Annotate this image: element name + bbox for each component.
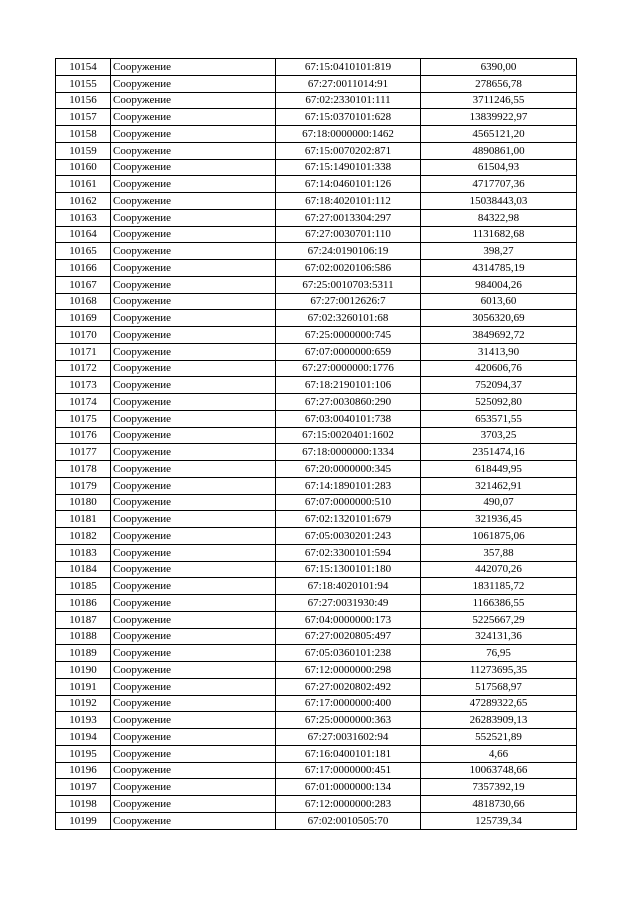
row-number-cell: 10161 — [56, 176, 111, 193]
object-type-cell: Сооружение — [111, 745, 276, 762]
cadastral-number-cell: 67:27:0013304:297 — [276, 209, 421, 226]
row-number-cell: 10162 — [56, 193, 111, 210]
cadastral-value-cell: 357,88 — [421, 544, 577, 561]
cadastral-value-cell: 552521,89 — [421, 729, 577, 746]
cadastral-number-cell: 67:02:0020106:586 — [276, 260, 421, 277]
cadastral-value-cell: 984004,26 — [421, 276, 577, 293]
cadastral-number-cell: 67:02:2330101:111 — [276, 92, 421, 109]
cadastral-number-cell: 67:27:0030701:110 — [276, 226, 421, 243]
table-row — [56, 477, 577, 494]
cadastral-number-cell: 67:18:0000000:1462 — [276, 126, 421, 143]
cadastral-value-cell: 752094,37 — [421, 377, 577, 394]
cadastral-value-cell: 517568,97 — [421, 678, 577, 695]
cadastral-number-cell: 67:15:0410101:819 — [276, 59, 421, 76]
row-number-cell: 10183 — [56, 544, 111, 561]
object-type-cell: Сооружение — [111, 226, 276, 243]
cadastral-number-cell: 67:18:4020101:94 — [276, 578, 421, 595]
cadastral-number-cell: 67:17:0000000:451 — [276, 762, 421, 779]
table-row — [56, 561, 577, 578]
table-row — [56, 142, 577, 159]
row-number-cell: 10178 — [56, 461, 111, 478]
registry-table-body — [56, 59, 577, 830]
object-type-cell: Сооружение — [111, 528, 276, 545]
cadastral-value-cell: 3703,25 — [421, 427, 577, 444]
row-number-cell: 10186 — [56, 595, 111, 612]
cadastral-number-cell: 67:02:3300101:594 — [276, 544, 421, 561]
object-type-cell: Сооружение — [111, 75, 276, 92]
table-row — [56, 226, 577, 243]
cadastral-value-cell: 7357392,19 — [421, 779, 577, 796]
cadastral-number-cell: 67:15:1300101:180 — [276, 561, 421, 578]
object-type-cell: Сооружение — [111, 762, 276, 779]
cadastral-number-cell: 67:02:1320101:679 — [276, 511, 421, 528]
table-row — [56, 762, 577, 779]
table-row — [56, 159, 577, 176]
object-type-cell: Сооружение — [111, 645, 276, 662]
cadastral-number-cell: 67:07:0000000:659 — [276, 343, 421, 360]
row-number-cell: 10163 — [56, 209, 111, 226]
object-type-cell: Сооружение — [111, 427, 276, 444]
object-type-cell: Сооружение — [111, 310, 276, 327]
object-type-cell: Сооружение — [111, 394, 276, 411]
cadastral-value-cell: 26283909,13 — [421, 712, 577, 729]
row-number-cell: 10190 — [56, 662, 111, 679]
cadastral-number-cell: 67:18:2190101:106 — [276, 377, 421, 394]
cadastral-number-cell: 67:27:0011014:91 — [276, 75, 421, 92]
object-type-cell: Сооружение — [111, 59, 276, 76]
cadastral-value-cell: 4314785,19 — [421, 260, 577, 277]
table-row — [56, 812, 577, 829]
cadastral-number-cell: 67:15:0020401:1602 — [276, 427, 421, 444]
object-type-cell: Сооружение — [111, 193, 276, 210]
row-number-cell: 10164 — [56, 226, 111, 243]
cadastral-number-cell: 67:25:0010703:5311 — [276, 276, 421, 293]
row-number-cell: 10171 — [56, 343, 111, 360]
table-row — [56, 394, 577, 411]
table-row — [56, 92, 577, 109]
cadastral-number-cell: 67:14:1890101:283 — [276, 477, 421, 494]
object-type-cell: Сооружение — [111, 92, 276, 109]
cadastral-number-cell: 67:27:0012626:7 — [276, 293, 421, 310]
cadastral-number-cell: 67:05:0030201:243 — [276, 528, 421, 545]
table-row — [56, 628, 577, 645]
object-type-cell: Сооружение — [111, 561, 276, 578]
object-type-cell: Сооружение — [111, 377, 276, 394]
table-row — [56, 310, 577, 327]
row-number-cell: 10154 — [56, 59, 111, 76]
cadastral-number-cell: 67:16:0400101:181 — [276, 745, 421, 762]
cadastral-number-cell: 67:14:0460101:126 — [276, 176, 421, 193]
cadastral-value-cell: 6013,60 — [421, 293, 577, 310]
object-type-cell: Сооружение — [111, 176, 276, 193]
row-number-cell: 10166 — [56, 260, 111, 277]
cadastral-number-cell: 67:12:0000000:298 — [276, 662, 421, 679]
row-number-cell: 10174 — [56, 394, 111, 411]
table-row — [56, 109, 577, 126]
cadastral-value-cell: 11273695,35 — [421, 662, 577, 679]
table-row — [56, 528, 577, 545]
cadastral-number-cell: 67:25:0000000:363 — [276, 712, 421, 729]
table-row — [56, 276, 577, 293]
cadastral-number-cell: 67:12:0000000:283 — [276, 796, 421, 813]
cadastral-number-cell: 67:27:0030860:290 — [276, 394, 421, 411]
row-number-cell: 10167 — [56, 276, 111, 293]
row-number-cell: 10191 — [56, 678, 111, 695]
row-number-cell: 10193 — [56, 712, 111, 729]
cadastral-number-cell: 67:25:0000000:745 — [276, 327, 421, 344]
table-row — [56, 544, 577, 561]
table-row — [56, 427, 577, 444]
object-type-cell: Сооружение — [111, 243, 276, 260]
table-row — [56, 461, 577, 478]
cadastral-value-cell: 31413,90 — [421, 343, 577, 360]
row-number-cell: 10195 — [56, 745, 111, 762]
object-type-cell: Сооружение — [111, 260, 276, 277]
cadastral-number-cell: 67:15:0070202:871 — [276, 142, 421, 159]
row-number-cell: 10169 — [56, 310, 111, 327]
row-number-cell: 10184 — [56, 561, 111, 578]
table-row — [56, 209, 577, 226]
table-row — [56, 343, 577, 360]
table-row — [56, 745, 577, 762]
cadastral-number-cell: 67:18:4020101:112 — [276, 193, 421, 210]
cadastral-value-cell: 15038443,03 — [421, 193, 577, 210]
object-type-cell: Сооружение — [111, 662, 276, 679]
row-number-cell: 10173 — [56, 377, 111, 394]
object-type-cell: Сооружение — [111, 276, 276, 293]
object-type-cell: Сооружение — [111, 729, 276, 746]
cadastral-number-cell: 67:27:0020805:497 — [276, 628, 421, 645]
cadastral-number-cell: 67:27:0000000:1776 — [276, 360, 421, 377]
cadastral-value-cell: 398,27 — [421, 243, 577, 260]
row-number-cell: 10189 — [56, 645, 111, 662]
cadastral-value-cell: 3849692,72 — [421, 327, 577, 344]
row-number-cell: 10157 — [56, 109, 111, 126]
cadastral-number-cell: 67:20:0000000:345 — [276, 461, 421, 478]
row-number-cell: 10177 — [56, 444, 111, 461]
row-number-cell: 10192 — [56, 695, 111, 712]
cadastral-value-cell: 125739,34 — [421, 812, 577, 829]
table-row — [56, 59, 577, 76]
row-number-cell: 10168 — [56, 293, 111, 310]
cadastral-value-cell: 1831185,72 — [421, 578, 577, 595]
cadastral-value-cell: 4818730,66 — [421, 796, 577, 813]
object-type-cell: Сооружение — [111, 712, 276, 729]
table-row — [56, 779, 577, 796]
table-row — [56, 243, 577, 260]
row-number-cell: 10188 — [56, 628, 111, 645]
object-type-cell: Сооружение — [111, 779, 276, 796]
row-number-cell: 10159 — [56, 142, 111, 159]
table-row — [56, 712, 577, 729]
cadastral-number-cell: 67:15:1490101:338 — [276, 159, 421, 176]
row-number-cell: 10185 — [56, 578, 111, 595]
cadastral-number-cell: 67:27:0031602:94 — [276, 729, 421, 746]
cadastral-value-cell: 4,66 — [421, 745, 577, 762]
cadastral-value-cell: 4565121,20 — [421, 126, 577, 143]
row-number-cell: 10172 — [56, 360, 111, 377]
cadastral-number-cell: 67:15:0370101:628 — [276, 109, 421, 126]
object-type-cell: Сооружение — [111, 628, 276, 645]
object-type-cell: Сооружение — [111, 293, 276, 310]
row-number-cell: 10181 — [56, 511, 111, 528]
cadastral-value-cell: 84322,98 — [421, 209, 577, 226]
cadastral-value-cell: 10063748,66 — [421, 762, 577, 779]
cadastral-value-cell: 1166386,55 — [421, 595, 577, 612]
table-row — [56, 377, 577, 394]
table-row — [56, 360, 577, 377]
row-number-cell: 10187 — [56, 611, 111, 628]
object-type-cell: Сооружение — [111, 343, 276, 360]
cadastral-number-cell: 67:02:0010505:70 — [276, 812, 421, 829]
cadastral-value-cell: 324131,36 — [421, 628, 577, 645]
table-row — [56, 327, 577, 344]
table-row — [56, 662, 577, 679]
cadastral-value-cell: 4890861,00 — [421, 142, 577, 159]
object-type-cell: Сооружение — [111, 461, 276, 478]
row-number-cell: 10180 — [56, 494, 111, 511]
cadastral-value-cell: 76,95 — [421, 645, 577, 662]
cadastral-value-cell: 420606,76 — [421, 360, 577, 377]
cadastral-number-cell: 67:05:0360101:238 — [276, 645, 421, 662]
object-type-cell: Сооружение — [111, 209, 276, 226]
table-row — [56, 611, 577, 628]
object-type-cell: Сооружение — [111, 109, 276, 126]
cadastral-value-cell: 278656,78 — [421, 75, 577, 92]
object-type-cell: Сооружение — [111, 678, 276, 695]
row-number-cell: 10175 — [56, 410, 111, 427]
cadastral-value-cell: 321462,91 — [421, 477, 577, 494]
row-number-cell: 10179 — [56, 477, 111, 494]
table-row — [56, 678, 577, 695]
cadastral-number-cell: 67:18:0000000:1334 — [276, 444, 421, 461]
table-row — [56, 494, 577, 511]
cadastral-number-cell: 67:02:3260101:68 — [276, 310, 421, 327]
row-number-cell: 10158 — [56, 126, 111, 143]
cadastral-value-cell: 5225667,29 — [421, 611, 577, 628]
table-row — [56, 578, 577, 595]
table-row — [56, 75, 577, 92]
row-number-cell: 10155 — [56, 75, 111, 92]
cadastral-number-cell: 67:04:0000000:173 — [276, 611, 421, 628]
cadastral-value-cell: 1131682,68 — [421, 226, 577, 243]
object-type-cell: Сооружение — [111, 695, 276, 712]
row-number-cell: 10198 — [56, 796, 111, 813]
row-number-cell: 10197 — [56, 779, 111, 796]
cadastral-number-cell: 67:01:0000000:134 — [276, 779, 421, 796]
table-row — [56, 260, 577, 277]
cadastral-number-cell: 67:07:0000000:510 — [276, 494, 421, 511]
table-row — [56, 511, 577, 528]
object-type-cell: Сооружение — [111, 796, 276, 813]
object-type-cell: Сооружение — [111, 126, 276, 143]
table-row — [56, 193, 577, 210]
registry-table — [55, 58, 577, 830]
object-type-cell: Сооружение — [111, 611, 276, 628]
row-number-cell: 10196 — [56, 762, 111, 779]
cadastral-number-cell: 67:03:0040101:738 — [276, 410, 421, 427]
cadastral-number-cell: 67:27:0020802:492 — [276, 678, 421, 695]
table-row — [56, 729, 577, 746]
object-type-cell: Сооружение — [111, 444, 276, 461]
object-type-cell: Сооружение — [111, 360, 276, 377]
cadastral-value-cell: 490,07 — [421, 494, 577, 511]
object-type-cell: Сооружение — [111, 494, 276, 511]
row-number-cell: 10165 — [56, 243, 111, 260]
cadastral-number-cell: 67:24:0190106:19 — [276, 243, 421, 260]
cadastral-value-cell: 525092,80 — [421, 394, 577, 411]
table-row — [56, 695, 577, 712]
cadastral-value-cell: 61504,93 — [421, 159, 577, 176]
cadastral-value-cell: 1061875,06 — [421, 528, 577, 545]
row-number-cell: 10160 — [56, 159, 111, 176]
object-type-cell: Сооружение — [111, 159, 276, 176]
object-type-cell: Сооружение — [111, 578, 276, 595]
cadastral-value-cell: 4717707,36 — [421, 176, 577, 193]
row-number-cell: 10170 — [56, 327, 111, 344]
object-type-cell: Сооружение — [111, 544, 276, 561]
object-type-cell: Сооружение — [111, 477, 276, 494]
object-type-cell: Сооружение — [111, 511, 276, 528]
cadastral-value-cell: 3711246,55 — [421, 92, 577, 109]
object-type-cell: Сооружение — [111, 142, 276, 159]
row-number-cell: 10199 — [56, 812, 111, 829]
table-row — [56, 410, 577, 427]
row-number-cell: 10156 — [56, 92, 111, 109]
cadastral-value-cell: 47289322,65 — [421, 695, 577, 712]
table-row — [56, 293, 577, 310]
object-type-cell: Сооружение — [111, 327, 276, 344]
table-row — [56, 645, 577, 662]
cadastral-number-cell: 67:17:0000000:400 — [276, 695, 421, 712]
cadastral-number-cell: 67:27:0031930:49 — [276, 595, 421, 612]
cadastral-value-cell: 321936,45 — [421, 511, 577, 528]
cadastral-value-cell: 653571,55 — [421, 410, 577, 427]
row-number-cell: 10176 — [56, 427, 111, 444]
cadastral-value-cell: 13839922,97 — [421, 109, 577, 126]
table-row — [56, 796, 577, 813]
table-row — [56, 444, 577, 461]
row-number-cell: 10194 — [56, 729, 111, 746]
cadastral-value-cell: 442070,26 — [421, 561, 577, 578]
row-number-cell: 10182 — [56, 528, 111, 545]
cadastral-value-cell: 2351474,16 — [421, 444, 577, 461]
object-type-cell: Сооружение — [111, 812, 276, 829]
object-type-cell: Сооружение — [111, 595, 276, 612]
cadastral-value-cell: 618449,95 — [421, 461, 577, 478]
cadastral-value-cell: 6390,00 — [421, 59, 577, 76]
table-row — [56, 176, 577, 193]
table-row — [56, 595, 577, 612]
cadastral-value-cell: 3056320,69 — [421, 310, 577, 327]
table-row — [56, 126, 577, 143]
object-type-cell: Сооружение — [111, 410, 276, 427]
